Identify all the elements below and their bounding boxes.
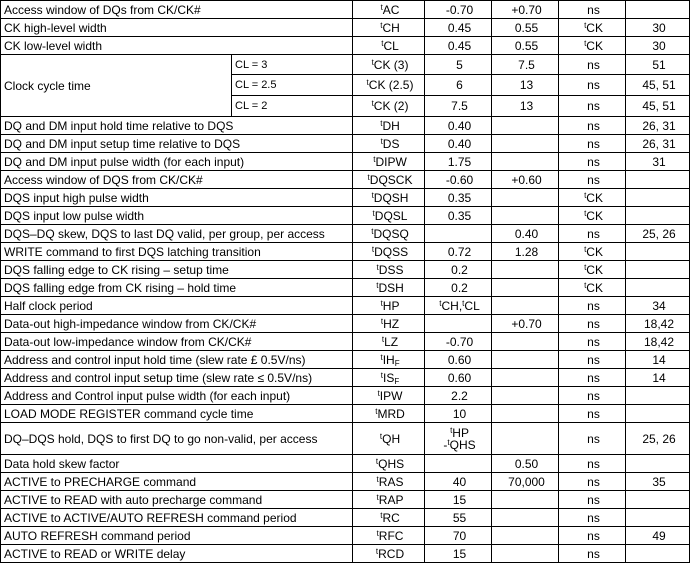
table-row [1, 117, 690, 135]
table-row [1, 545, 690, 563]
unit-cell: $^t$CK [559, 207, 626, 225]
min-cell: -0.60 [425, 171, 492, 189]
symbol-cell: $^t$LZ [353, 333, 425, 351]
notes-cell [626, 207, 690, 225]
max-cell [492, 207, 559, 225]
notes-cell: 45, 51 [626, 75, 690, 96]
max-cell: +0.60 [492, 171, 559, 189]
notes-cell [626, 509, 690, 527]
max-cell: 1.28 [492, 243, 559, 261]
unit-cell: ns [559, 405, 626, 423]
max-cell [492, 351, 559, 369]
max-cell [492, 387, 559, 405]
max-cell: 0.40 [492, 225, 559, 243]
notes-cell: 25, 26 [626, 225, 690, 243]
max-cell: 0.50 [492, 455, 559, 473]
param-cell: DQ and DM input hold time relative to DQS [1, 117, 353, 135]
unit-cell: $^t$CK [559, 189, 626, 207]
symbol-cell: $^t$RAP [353, 491, 425, 509]
param-cell: DQ–DQS hold, DQS to first DQ to go non-valid, per access [1, 423, 353, 455]
unit-cell: ns [559, 135, 626, 153]
table-row [1, 455, 690, 473]
table-row [1, 527, 690, 545]
symbol-cell: $^t$CK (2) [353, 96, 425, 117]
symbol-cell: $^t$DSH [353, 279, 425, 297]
notes-cell: 31 [626, 153, 690, 171]
max-cell [492, 135, 559, 153]
cl-cell: CL = 2 [232, 96, 353, 117]
notes-cell: 14 [626, 369, 690, 387]
param-cell: Clock cycle time [1, 55, 232, 117]
symbol-cell: $^t$AC [353, 1, 425, 19]
min-cell: 0.60 [425, 351, 492, 369]
max-cell: 0.55 [492, 19, 559, 37]
table-row [1, 333, 690, 351]
min-cell: 10 [425, 405, 492, 423]
unit-cell: ns [559, 117, 626, 135]
param-cell: ACTIVE to READ with auto precharge command [1, 491, 353, 509]
notes-cell: 30 [626, 19, 690, 37]
unit-cell: ns [559, 369, 626, 387]
max-cell [492, 423, 559, 455]
param-cell: DQS input low pulse width [1, 207, 353, 225]
symbol-cell: $^t$MRD [353, 405, 425, 423]
min-cell: 0.45 [425, 37, 492, 55]
min-cell: 6 [425, 75, 492, 96]
param-cell: ACTIVE to READ or WRITE delay [1, 545, 353, 563]
max-cell: 0.55 [492, 37, 559, 55]
table-row [1, 189, 690, 207]
unit-cell: $^t$CK [559, 261, 626, 279]
param-cell: Address and control input setup time (slew rate ≤ 0.5V/ns) [1, 369, 353, 387]
min-cell: 55 [425, 509, 492, 527]
table-row [1, 297, 690, 315]
min-cell: 5 [425, 55, 492, 75]
symbol-cell: $^t$QHS [353, 455, 425, 473]
param-cell: Address and Control input pulse width (for each input) [1, 387, 353, 405]
min-cell: 0.60 [425, 369, 492, 387]
symbol-cell: $^t$DS [353, 135, 425, 153]
param-cell: Address and control input hold time (slew rate £ 0.5V/ns) [1, 351, 353, 369]
min-cell [425, 455, 492, 473]
unit-cell: ns [559, 55, 626, 75]
param-cell: ACTIVE to ACTIVE/AUTO REFRESH command period [1, 509, 353, 527]
min-cell: 40 [425, 473, 492, 491]
min-cell [425, 225, 492, 243]
max-cell [492, 369, 559, 387]
table-row [1, 153, 690, 171]
param-cell: DQ and DM input pulse width (for each input) [1, 153, 353, 171]
min-cell: $^t$CH,$^t$CL [425, 297, 492, 315]
max-cell [492, 333, 559, 351]
param-cell: DQS falling edge to CK rising – setup time [1, 261, 353, 279]
notes-cell: 51 [626, 55, 690, 75]
param-cell: Access window of DQS from CK/CK# [1, 171, 353, 189]
symbol-cell: $^t$CK (3) [353, 55, 425, 75]
unit-cell: ns [559, 455, 626, 473]
max-cell [492, 261, 559, 279]
notes-cell [626, 171, 690, 189]
notes-cell: 18,42 [626, 333, 690, 351]
symbol-cell: $^t$CK (2.5) [353, 75, 425, 96]
unit-cell: ns [559, 545, 626, 563]
table-row [1, 243, 690, 261]
table-row [1, 491, 690, 509]
unit-cell: ns [559, 153, 626, 171]
min-cell: 70 [425, 527, 492, 545]
min-cell: 2.2 [425, 387, 492, 405]
max-cell [492, 297, 559, 315]
unit-cell: ns [559, 387, 626, 405]
min-cell: 0.40 [425, 117, 492, 135]
param-cell: LOAD MODE REGISTER command cycle time [1, 405, 353, 423]
symbol-cell: $^tIH_F$ [353, 351, 425, 369]
param-cell: CK low-level width [1, 37, 353, 55]
min-cell: -0.70 [425, 333, 492, 351]
table-row [1, 473, 690, 491]
notes-cell [626, 261, 690, 279]
max-cell [492, 527, 559, 545]
unit-cell: ns [559, 1, 626, 19]
unit-cell: ns [559, 423, 626, 455]
notes-cell [626, 455, 690, 473]
cl-cell: CL = 2.5 [232, 75, 353, 96]
min-cell [425, 315, 492, 333]
param-cell: ACTIVE to PRECHARGE command [1, 473, 353, 491]
unit-cell: ns [559, 473, 626, 491]
unit-cell: $^t$CK [559, 243, 626, 261]
notes-cell [626, 405, 690, 423]
max-cell: +0.70 [492, 315, 559, 333]
table-row [1, 261, 690, 279]
unit-cell: ns [559, 297, 626, 315]
param-cell: WRITE command to first DQS latching transition [1, 243, 353, 261]
table-row [1, 207, 690, 225]
table-row [1, 1, 690, 19]
max-cell: 7.5 [492, 55, 559, 75]
param-cell: Data-out low-impedance window from CK/CK# [1, 333, 353, 351]
unit-cell: ns [559, 333, 626, 351]
symbol-cell: $^t$RAS [353, 473, 425, 491]
notes-cell [626, 491, 690, 509]
notes-cell [626, 545, 690, 563]
symbol-cell: $^t$RCD [353, 545, 425, 563]
min-cell: 0.2 [425, 261, 492, 279]
symbol-cell: $^t$RFC [353, 527, 425, 545]
symbol-cell: $^t$DSS [353, 261, 425, 279]
notes-cell: 18,42 [626, 315, 690, 333]
cl-cell: CL = 3 [232, 55, 353, 75]
symbol-cell: $^t$RC [353, 509, 425, 527]
max-cell: +0.70 [492, 1, 559, 19]
notes-cell: 26, 31 [626, 117, 690, 135]
table-row [1, 19, 690, 37]
param-cell: DQS input high pulse width [1, 189, 353, 207]
unit-cell: $^t$CK [559, 19, 626, 37]
min-cell: -0.70 [425, 1, 492, 19]
table-row [1, 55, 690, 75]
notes-cell: 49 [626, 527, 690, 545]
table-row [1, 279, 690, 297]
param-cell: CK high-level width [1, 19, 353, 37]
symbol-cell: $^t$CL [353, 37, 425, 55]
min-cell: 0.2 [425, 279, 492, 297]
unit-cell: ns [559, 96, 626, 117]
table-row [1, 423, 690, 455]
symbol-cell: $^t$DQSCK [353, 171, 425, 189]
min-cell: 0.40 [425, 135, 492, 153]
param-cell: AUTO REFRESH command period [1, 527, 353, 545]
table-row [1, 315, 690, 333]
notes-cell [626, 1, 690, 19]
min-cell: 7.5 [425, 96, 492, 117]
param-cell: Access window of DQs from CK/CK# [1, 1, 353, 19]
notes-cell: 25, 26 [626, 423, 690, 455]
table-row [1, 509, 690, 527]
table-row [1, 135, 690, 153]
notes-cell: 35 [626, 473, 690, 491]
notes-cell [626, 387, 690, 405]
notes-cell [626, 189, 690, 207]
unit-cell: ns [559, 491, 626, 509]
param-cell: DQS falling edge from CK rising – hold time [1, 279, 353, 297]
table-row [1, 225, 690, 243]
symbol-cell: $^t$QH [353, 423, 425, 455]
min-cell: 0.72 [425, 243, 492, 261]
param-cell: Data-out high-impedance window from CK/CK# [1, 315, 353, 333]
symbol-cell: $^t$HP [353, 297, 425, 315]
max-cell: 13 [492, 96, 559, 117]
unit-cell: ns [559, 75, 626, 96]
symbol-cell: $^t$DQSQ [353, 225, 425, 243]
symbol-cell: $^t$DQSH [353, 189, 425, 207]
table-row [1, 405, 690, 423]
notes-cell: 26, 31 [626, 135, 690, 153]
min-cell: 0.35 [425, 207, 492, 225]
param-cell: Half clock period [1, 297, 353, 315]
max-cell [492, 405, 559, 423]
unit-cell: ns [559, 509, 626, 527]
min-cell: 1.75 [425, 153, 492, 171]
table-row [1, 171, 690, 189]
symbol-cell: $^t$DH [353, 117, 425, 135]
notes-cell [626, 279, 690, 297]
unit-cell: ns [559, 527, 626, 545]
symbol-cell: $^tIS_F$ [353, 369, 425, 387]
max-cell [492, 491, 559, 509]
table-row [1, 37, 690, 55]
unit-cell: $^t$CK [559, 37, 626, 55]
param-cell: Data hold skew factor [1, 455, 353, 473]
unit-cell: ns [559, 171, 626, 189]
notes-cell: 45, 51 [626, 96, 690, 117]
max-cell [492, 279, 559, 297]
param-cell: DQ and DM input setup time relative to DQS [1, 135, 353, 153]
min-cell: 0.45 [425, 19, 492, 37]
table-row [1, 369, 690, 387]
unit-cell: ns [559, 351, 626, 369]
max-cell [492, 509, 559, 527]
notes-cell: 30 [626, 37, 690, 55]
notes-cell: 14 [626, 351, 690, 369]
symbol-cell: $^t$DQSL [353, 207, 425, 225]
unit-cell: ns [559, 225, 626, 243]
unit-cell: ns [559, 315, 626, 333]
max-cell [492, 189, 559, 207]
min-cell: 15 [425, 545, 492, 563]
min-cell: $^t$HP -$^t$QHS [425, 423, 492, 455]
table-row [1, 351, 690, 369]
max-cell: 13 [492, 75, 559, 96]
param-cell: DQS–DQ skew, DQS to last DQ valid, per group, per access [1, 225, 353, 243]
table-row [1, 387, 690, 405]
symbol-cell: $^t$DQSS [353, 243, 425, 261]
notes-cell: 34 [626, 297, 690, 315]
min-cell: 15 [425, 491, 492, 509]
symbol-cell: $^t$CH [353, 19, 425, 37]
min-cell: 0.35 [425, 189, 492, 207]
notes-cell [626, 243, 690, 261]
max-cell [492, 117, 559, 135]
symbol-cell: $^t$DIPW [353, 153, 425, 171]
max-cell [492, 153, 559, 171]
symbol-cell: $^t$IPW [353, 387, 425, 405]
symbol-cell: $^t$HZ [353, 315, 425, 333]
max-cell [492, 545, 559, 563]
max-cell: 70,000 [492, 473, 559, 491]
unit-cell: $^t$CK [559, 279, 626, 297]
